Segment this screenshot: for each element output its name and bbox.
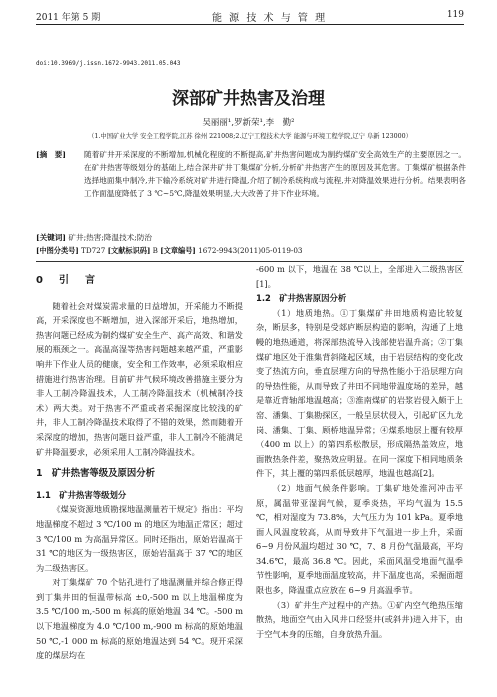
paragraph: （1）地质地热。①丁集煤矿井田地质构造比较复杂，断层多，特别是受郯庐断层构造的影响，沟通了上地幔的地热通道，将深部热流导入浅部使岩温升高；②丁集煤矿地区处于淮集背斜隆起区域，由于岩层结构的变化改变了热流方向，垂直层理方向的导热性能小于沿层理方向的导热性能，从而导致了井田不同地带温度场的差异，越是靠近背轴部地温越高；③淮南煤矿的岩浆岩侵入颇于上窑、潘集、丁集勘探区，一般呈层状侵入，引起矿区九龙岗、潘集、丁集、顾桥地温异常；④煤系地层上覆有较厚（400 m 以上）的第四系松散层，形成隔热盖效应，地面散热条件差，聚热效应明显。在同一深度下相同地质条件下，其上覆的第四系低层越厚，地温也越高[2]。 [256, 307, 463, 479]
authors: 吴丽丽¹,罗新荣¹,李 勤² [202, 118, 295, 128]
right-column [256, 262, 463, 641]
left-column [36, 262, 243, 663]
keywords-text: 矿井;热害;降温技术;防治 [68, 233, 153, 242]
classification [36, 246, 302, 256]
article-no-label: [文章编号] [160, 246, 196, 255]
paper-title: 深部矿井热害及治理 [172, 89, 325, 109]
abstract [36, 148, 466, 200]
paragraph: （2）地面气候条件影响。丁集矿地处淮河冲击平原，属温带亚湿润气候，夏季炎热，平均气温为 15.5 ℃，相对湿度为 73.8%，大气压力为 101 kPa。夏季地面人风温度较高，从而导致井下气温进一步上升，采面 6~9 月份风温均超过 30 ℃，7、8 月份气温最高，平均 34.6℃，最高 36.8 ℃。因此，采面风温受地面气温季节性影响，夏季地面温度较高，井下温度也高，采掘面超限也多，降温重点应放在 6~9 月高温季节。 [256, 482, 463, 596]
clc-label: [中图分类号] [36, 246, 79, 255]
paragraph: 《煤炭资源地质勘探地温测量若干规定》指出：平均地温梯度不超过 3 ℃/100 m 的地区为地温正常区；超过 3 ℃/100 m 为高温异常区。同时还指出，原始岩温高于 31 ℃的地区为一级热害区，原始岩温高于 37 ℃的地区为二级热害区。 [36, 504, 243, 573]
abstract-label: [摘 要] [36, 150, 66, 159]
clc-value: TD727 [81, 246, 106, 255]
paragraph: 对丁集煤矿 70 个钻孔进行了地温测量并综合修正得到丁集井田的恒温带标高 ±0,-500 m 以上地温梯度为 3.5 ℃/100 m,-500 m 标高的原始地温 34 ℃。-500 m 以下地温梯度为 4.0 ℃/100 m,-900 m 标高的原始地温 50 ℃,-1 000 m 标高的原始地温达到 54 ℃。现开采深度的煤层均在 [36, 577, 243, 661]
subsection-heading-1-2: 1.2 矿井热害原因分析 [256, 293, 347, 304]
paragraph: 随着社会对煤炭需求量的日益增加，开采能力不断提高，开采深度也不断增加，进入深部开采后，地热增加，热害问题已经成为制约煤矿安全生产、高产高效、和谐发展的瓶颈之一。高温高湿等热害问题越来越严重，严重影响井下作业人员的健康，安全和工作效率，必须采取相应措施进行热害治理。目前矿井气候环境改善措施主要分为非人工制冷降温技术，人工制冷降温技术（机械制冷技术）两大类。对于热害不严重或者采掘深度比较浅的矿井，非人工制冷降温技术取得了不错的效果，然而随着开采深度的增加，热害问题日益严重，非人工制冷不能满足矿井降温要求，必须采用人工制冷降温技术。 [36, 300, 243, 457]
journal-header [36, 6, 464, 25]
doc-code-label: [文献标识码] [107, 246, 151, 255]
keywords-label: [关键词] [36, 233, 66, 242]
section-heading-1: 1 矿井热害等级及原因分析 [36, 468, 156, 480]
doc-code-value: B [152, 246, 158, 255]
article-no-value: 1672-9943(2011)05-0119-03 [198, 246, 303, 255]
keywords [36, 232, 152, 243]
section-heading-intro: 0 引 言 [36, 275, 98, 286]
subsection-heading-1-1: 1.1 矿井热害等级划分 [36, 489, 127, 500]
abstract-text: 随着矿井开采深度的不断增加,机械化程度的不断提高,矿井热害问题成为制约煤矿安全高效生产的主要原因之一。在矿井热害等级划分的基础上,结合深井矿井丁集煤矿分析,分析矿井热害产生的原因及其危害。丁集煤矿根据条件选择地面集中制冷,井下输冷系统对矿井进行降温,介绍了制冷系统构成与流程,井对降温效果进行分析。结果表明各工作面温度降低了 3 ℃~5℃,降温效果明显,大大改善了井下作业环境。 [84, 150, 466, 198]
journal-name: 能 源 技 术 与 管 理 [212, 13, 328, 24]
issue-label: 2011 年第 5 期 [36, 13, 101, 23]
affiliation: （1.中国矿业大学 安全工程学院,江苏 徐州 221008;2.辽宁工程技术大学 能源与环境工程学院,辽宁 阜新 123000） [88, 133, 412, 140]
doi: doi:10.3969/j.issn.1672-9943.2011.05.043 [36, 60, 181, 67]
paragraph: -600 m 以下，地温在 38 ℃以上，全部进入二级热害区[1]。 [256, 264, 463, 289]
paragraph: （3）矿井生产过程中的产热。①矿内空气绝热压缩散热，地面空气由入风井口经竖井(或斜井)进入井下，由于空气本身的压缩，自身放热升温。 [256, 599, 463, 639]
page-number: 119 [446, 10, 464, 20]
